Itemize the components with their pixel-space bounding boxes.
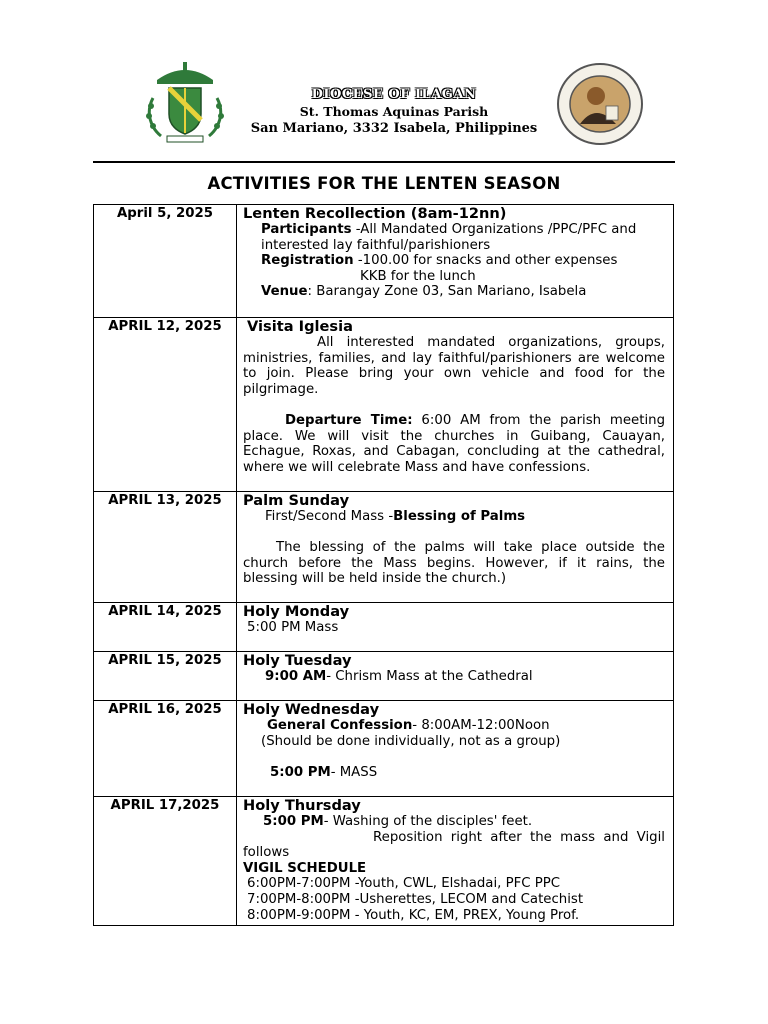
- time-label: 5:00 PM: [270, 764, 331, 780]
- vigil-item: 8:00PM-9:00PM - Youth, KC, EM, PREX, Young Prof.: [247, 907, 580, 923]
- event-text: - Washing of the disciples' feet.: [323, 814, 533, 829]
- mass-line: [243, 509, 665, 525]
- participants-line: [243, 222, 665, 253]
- activity-cell: [237, 205, 674, 318]
- table-row: [94, 318, 674, 492]
- diocese-name: DIOCESE OF ILAGAN: [311, 87, 477, 102]
- event-title: Holy Tuesday: [243, 652, 352, 669]
- parish-address: San Mariano, 3332 Isabela, Philippines: [250, 121, 538, 136]
- activity-cell: [237, 701, 674, 797]
- event-title: Visita Iglesia: [247, 318, 353, 335]
- date-cell: APRIL 16, 2025: [94, 701, 237, 797]
- confession-text: - 8:00AM-12:00Noon: [412, 718, 550, 733]
- event-text: - Chrism Mass at the Cathedral: [326, 669, 533, 684]
- activity-cell: [237, 603, 674, 652]
- time-label: 9:00 AM: [265, 669, 327, 684]
- registration-label: Registration: [261, 253, 354, 269]
- event-title: Palm Sunday: [243, 492, 350, 509]
- participants-label: Participants: [261, 222, 352, 237]
- letterhead-text: [250, 86, 538, 137]
- table-row: [94, 492, 674, 603]
- event-title: Holy Wednesday: [243, 701, 380, 718]
- date-cell: APRIL 14, 2025: [94, 603, 237, 652]
- registration-line-2: KKB for the lunch: [360, 268, 476, 284]
- event-description: All interested mandated organizations, groups, ministries, families, and lay faithful/parishioners are welcome to join. Please bring your own vehicle and food for the pilgrimage.: [243, 335, 665, 397]
- mass-line: [243, 765, 665, 781]
- blessing-label: Blessing of Palms: [393, 509, 526, 524]
- confession-line: [243, 718, 665, 734]
- time-label: 5:00 PM: [263, 814, 324, 829]
- table-row: [94, 603, 674, 652]
- table-row: [94, 701, 674, 797]
- mass-text: First/Second Mass -: [265, 509, 394, 524]
- event-note: The blessing of the palms will take place outside the church before the Mass begins. However, if it rains, the blessing will be held inside the church.): [243, 540, 665, 587]
- venue-line: [243, 284, 665, 300]
- event-title: Lenten Recollection (8am-12nn): [243, 205, 507, 222]
- venue-label: Venue: [261, 284, 308, 300]
- participants-text: -All Mandated Organizations /PPC/PFC and interested lay faithful/parishioners: [261, 222, 637, 253]
- vigil-item: 7:00PM-8:00PM -Usherettes, LECOM and Catechist: [247, 891, 584, 907]
- departure-text: 6:00 AM from the parish meeting place. We will visit the churches in Guibang, Cauayan, Echague, Roxas, and Cabagan, concluding at the cathedral, where we will celebrate Mass and have confessions.: [243, 412, 666, 475]
- vigil-item: 6:00PM-7:00PM -Youth, CWL, Elshadai, PFC PPC: [247, 876, 561, 892]
- confession-note: (Should be done individually, not as a group): [261, 733, 561, 749]
- departure-info: [243, 413, 665, 475]
- page-title: ACTIVITIES FOR THE LENTEN SEASON: [207, 174, 561, 193]
- activity-cell: [237, 492, 674, 603]
- activity-cell: [237, 652, 674, 701]
- reposition-note: Reposition right after the mass and Vigil follows: [243, 829, 665, 861]
- parish-name: St. Thomas Aquinas Parish: [299, 104, 489, 119]
- diocese-coat-of-arms-icon: [143, 58, 227, 144]
- table-row: [94, 652, 674, 701]
- header-divider: [93, 161, 675, 163]
- event-title: Holy Monday: [243, 603, 350, 620]
- event-line: 5:00 PM Mass: [247, 620, 339, 635]
- parish-seal-icon: [556, 62, 644, 146]
- vigil-title: VIGIL SCHEDULE: [243, 860, 367, 876]
- event-title: Holy Thursday: [243, 797, 361, 814]
- activity-cell: [237, 797, 674, 926]
- event-line: [243, 669, 665, 685]
- date-cell: April 5, 2025: [94, 205, 237, 318]
- table-row: [94, 205, 674, 318]
- letterhead: [0, 0, 768, 160]
- registration-line: [243, 253, 665, 269]
- date-cell: APRIL 13, 2025: [94, 492, 237, 603]
- table-row: [94, 797, 674, 926]
- date-cell: APRIL 12, 2025: [94, 318, 237, 492]
- confession-label: General Confession: [267, 718, 413, 733]
- schedule-table: [93, 204, 674, 926]
- venue-text: : Barangay Zone 03, San Mariano, Isabela: [307, 284, 587, 300]
- departure-label: Departure Time:: [285, 412, 413, 428]
- registration-text: -100.00 for snacks and other expenses: [353, 253, 618, 269]
- date-cell: APRIL 15, 2025: [94, 652, 237, 701]
- activity-cell: [237, 318, 674, 492]
- event-line: [243, 814, 665, 830]
- date-cell: APRIL 17,2025: [94, 797, 237, 926]
- mass-text: - MASS: [330, 764, 378, 780]
